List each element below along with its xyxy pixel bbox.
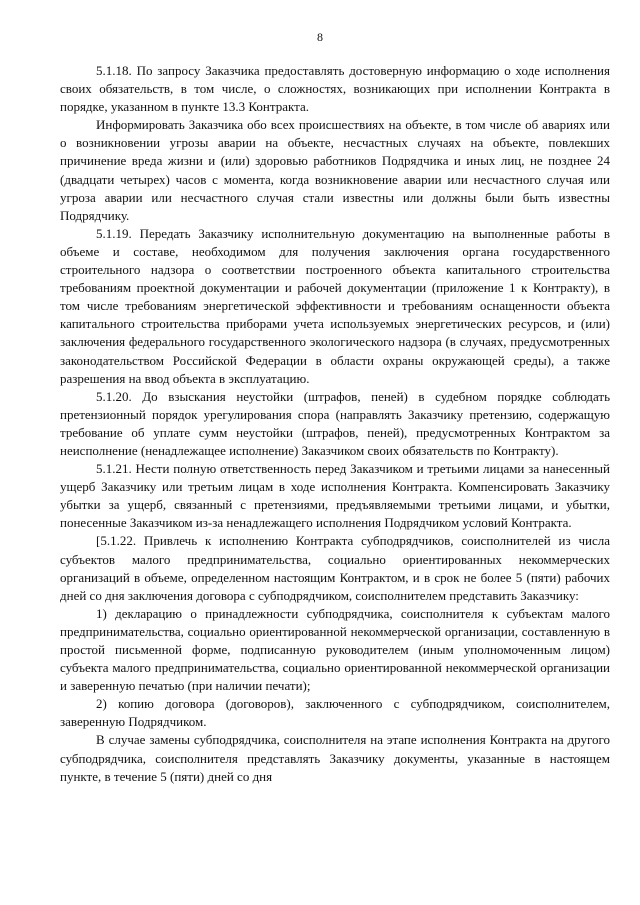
paragraph-5-1-18: 5.1.18. По запросу Заказчика предоставлять достоверную информацию о ходе исполнения своих обязательств, в том числе, о сложностях, возникающих при исполнении Контракта в порядке, указанном в пункте 13.3 Контракта. bbox=[60, 63, 610, 115]
document-body bbox=[60, 62, 610, 786]
paragraph-replacement: В случае замены субподрядчика, соисполнителя на этапе исполнения Контракта на другого субподрядчика, соисполнителя представлять Заказчику документы, указанные в настоящем пункте, в течение 5 (пяти) дней со дня bbox=[60, 732, 610, 784]
paragraph-incident-reporting: Информировать Заказчика обо всех происшествиях на объекте, в том числе об авариях или о возникновении угрозы аварии на объекте, несчастных случаях на объекте, повлекших причинение вреда жизни и (или) здоровью работников Подрядчика и иных лиц, не позднее 24 (двадцати четырех) часов с момента, когда возникновение аварии или несчастного случая или угроза аварии или несчастного случая стали известны или должны были быть известны Подрядчику. bbox=[60, 117, 610, 223]
page-number: 8 bbox=[317, 30, 323, 44]
paragraph-list-item-2: 2) копию договора (договоров), заключенного с субподрядчиком, соисполнителем, заверенную Подрядчиком. bbox=[60, 696, 610, 730]
paragraph-list-item-1: 1) декларацию о принадлежности субподрядчика, соисполнителя к субъектам малого предпринимательства, социально ориентированной некоммерческой организации, составленную в простой письменной форме, подписанную руководителем (иным уполномоченным лицом) субъекта малого предпринимательства, социально ориентированной некоммерческой организации и заверенную печатью (при наличии печати); bbox=[60, 605, 610, 694]
paragraph-5-1-21: 5.1.21. Нести полную ответственность перед Заказчиком и третьими лицами за нанесенный ущерб Заказчику или третьим лицам в ходе исполнения Контракта. Компенсировать Заказчику убытки за ущерб, связанный с претензиями, предъявляемыми третьими лицами, и убытки, понесенные Заказчиком из-за ненадлежащего исполнения Подрядчиком условий Контракта. bbox=[60, 461, 610, 531]
paragraph-5-1-20: 5.1.20. До взыскания неустойки (штрафов, пеней) в судебном порядке соблюдать претензионный порядок урегулирования спора (направлять Заказчику претензию, содержащую требование об уплате сумм неустойки (штрафов, пеней), предусмотренных Контрактом за неисполнение (ненадлежащее исполнение) Заказчиком своих обязательств по Контракту). bbox=[60, 388, 610, 458]
paragraph-5-1-19: 5.1.19. Передать Заказчику исполнительную документацию на выполненные работы в объеме и составе, необходимом для получения заключения органа государственного строительного надзора о соответствии построенного объекта капитального строительства требованиям проектной документации и рабочей документации (приложение 1 к Контракту), в том числе требованиям энергетической эффективности и требованиям оснащенности объекта капитального строительства приборами учета используемых энергетических ресурсов, и (или) заключения федерального государственного экологического надзора (в случаях, предусмотренных законодательством Российской Федерации в области охраны окружающей среды), а также разрешения на ввод объекта в эксплуатацию. bbox=[60, 225, 610, 386]
paragraph-5-1-22: [5.1.22. Привлечь к исполнению Контракта субподрядчиков, соисполнителей из числа субъектов малого предпринимательства, социально ориентированных некоммерческих организаций в объеме, определенном настоящим Контрактом, и в срок не более 5 (пяти) рабочих дней со дня заключения договора с субподрядчиком, соисполнителем представить Заказчику: bbox=[60, 533, 610, 603]
